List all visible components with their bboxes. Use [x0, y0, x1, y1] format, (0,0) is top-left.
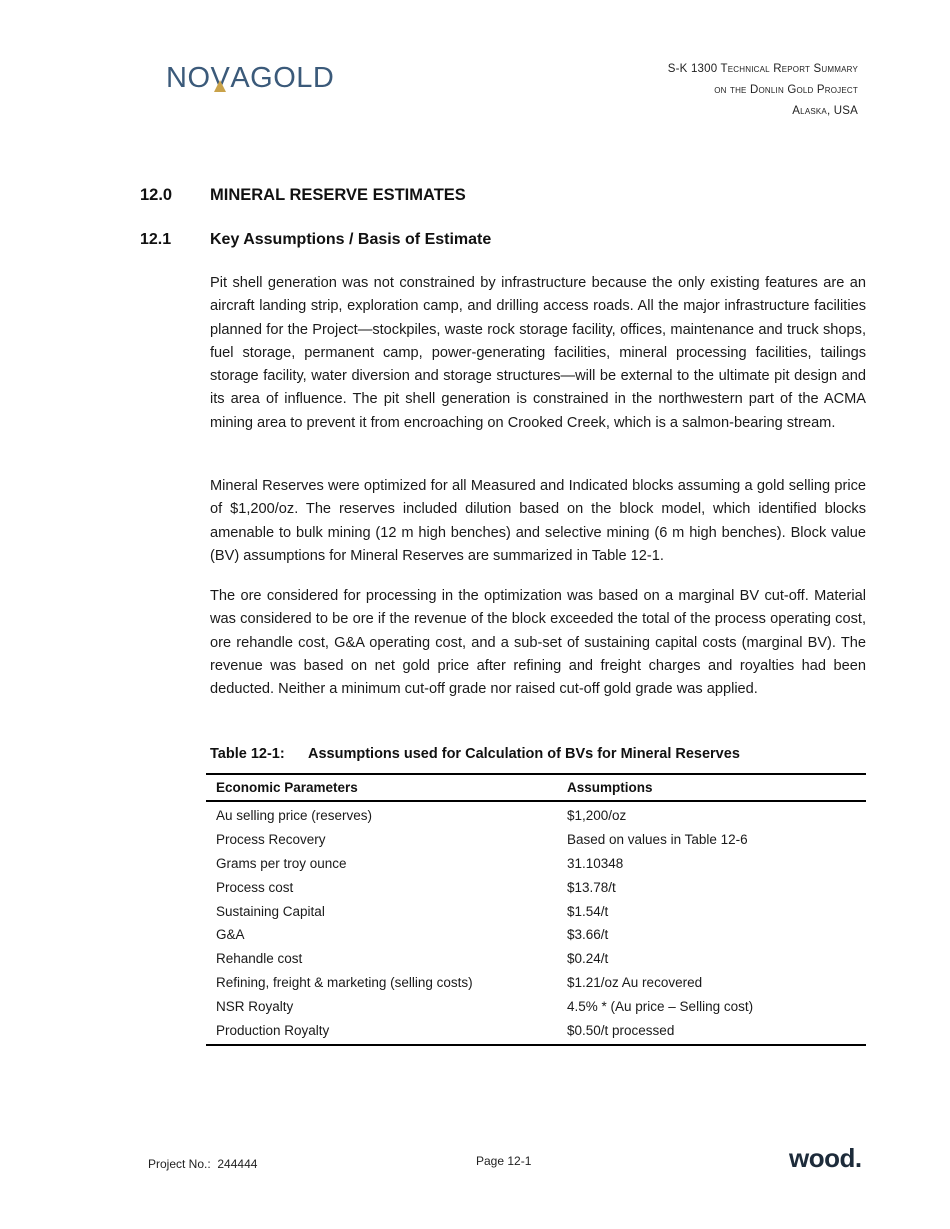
section-heading — [140, 186, 466, 205]
table-label: Table 12-1: — [210, 746, 285, 762]
table-row — [206, 1018, 866, 1045]
table-cell: $0.24/t — [567, 951, 609, 967]
table-cell: $3.66/t — [567, 927, 609, 943]
table-cell: Process cost — [216, 879, 294, 895]
table-row — [206, 801, 866, 828]
table-cell: Based on values in Table 12-6 — [567, 832, 748, 848]
table-header-row — [206, 774, 866, 801]
table-cell: Grams per troy ounce — [216, 855, 347, 871]
table-row — [206, 923, 866, 947]
report-title-line: on the Donlin Gold Project — [714, 84, 858, 96]
table-cell: Refining, freight & marketing (selling costs) — [216, 974, 473, 990]
section-number: 12.0 — [140, 186, 173, 204]
table-row — [206, 947, 866, 971]
table-cell: $13.78/t — [567, 879, 616, 895]
table-cell: Rehandle cost — [216, 951, 303, 967]
table-cell: $1.21/oz Au recovered — [567, 974, 703, 990]
body-paragraph: The ore considered for processing in the optimization was based on a marginal BV cut-off. Material was considered to be ore if the revenue of the block exceeded the total of the process operating cost, ore rehandle cost, G&A operating cost, and a sub-set of sustaining capital costs (marginal BV). The revenue was based on net gold price after refining and freight charges and royalties had been deducted. Neither a minimum cut-off grade nor raised cut-off gold grade was applied. — [210, 588, 866, 698]
table-cell: $0.50/t processed — [567, 1022, 675, 1038]
subsection-heading — [140, 231, 491, 249]
subsection-title: Key Assumptions / Basis of Estimate — [210, 231, 492, 248]
project-number-value: 244444 — [217, 1157, 258, 1171]
table-header-cell: Economic Parameters — [216, 780, 358, 795]
table-cell: $1.54/t — [567, 903, 609, 919]
wood-logo: wood. — [789, 1143, 862, 1173]
assumptions-table — [206, 773, 866, 1046]
table-caption — [210, 746, 740, 762]
project-number — [148, 1157, 257, 1171]
subsection-number: 12.1 — [140, 231, 172, 248]
table-row — [206, 852, 866, 876]
table-cell: Production Royalty — [216, 1022, 330, 1038]
table-cell: NSR Royalty — [216, 998, 294, 1014]
table-caption-text: Assumptions used for Calculation of BVs for Mineral Reserves — [308, 746, 740, 762]
section-title: MINERAL RESERVE ESTIMATES — [210, 186, 466, 204]
table-cell: 31.10348 — [567, 855, 624, 871]
table-row — [206, 828, 866, 852]
report-title-line: S-K 1300 Technical Report Summary — [667, 63, 858, 75]
report-title-line: Alaska, USA — [792, 105, 858, 117]
report-title-header — [668, 59, 858, 122]
table-header-cell: Assumptions — [567, 780, 653, 795]
project-number-label: Project No.: — [148, 1157, 211, 1171]
body-paragraph: Pit shell generation was not constrained by infrastructure because the only existing features are an aircraft landing strip, exploration camp, and drilling access roads. All the major infrastructure facilities planned for the Project—stockpiles, waste rock storage facility, offices, maintenance and truck shops, fuel storage, permanent camp, power-generating facilities, mineral processing facilities, tailings storage facility, water diversion and storage structures—will be external to the ultimate pit design and its area of influence. The pit shell generation is constrained in the northwestern part of the ACMA mining area to prevent it from encroaching on Crooked Creek, which is a salmon-bearing stream. — [210, 275, 866, 431]
table-row — [206, 971, 866, 995]
table-cell: Au selling price (reserves) — [216, 808, 373, 824]
table-cell: G&A — [216, 927, 245, 943]
table-cell: Sustaining Capital — [216, 903, 325, 919]
table-row — [206, 994, 866, 1018]
table-cell: Process Recovery — [216, 832, 326, 848]
table-cell: 4.5% * (Au price – Selling cost) — [567, 998, 754, 1014]
table-cell: $1,200/oz — [567, 808, 627, 824]
page-number: Page 12-1 — [476, 1154, 532, 1168]
body-paragraph: Mineral Reserves were optimized for all Measured and Indicated blocks assuming a gold selling price of $1,200/oz. The reserves included dilution based on the block model, which identified blocks amenable to bulk mining (12 m high benches) and selective mining (6 m high benches). Block value (BV) assumptions for Mineral Reserves are summarized in Table 12-1. — [210, 478, 866, 564]
table-row — [206, 899, 866, 923]
table-row — [206, 875, 866, 899]
novagold-logo: NOV AGOLD — [166, 62, 335, 94]
assumptions-table-wrapper — [206, 773, 866, 1046]
